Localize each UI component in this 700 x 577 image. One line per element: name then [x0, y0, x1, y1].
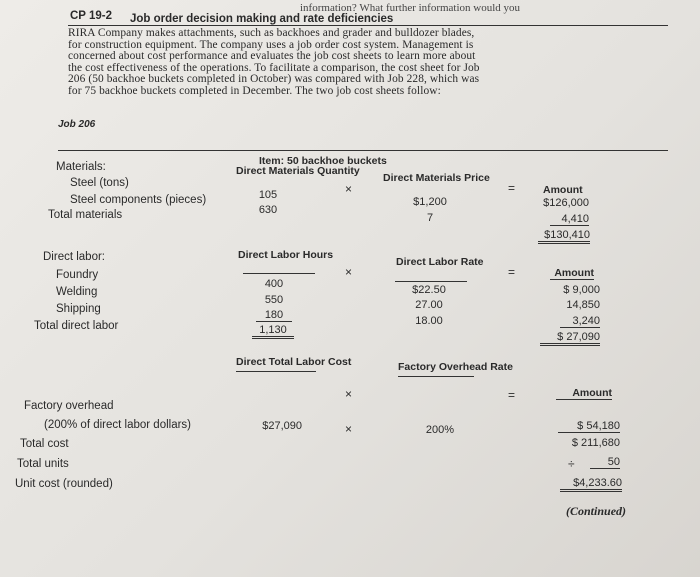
- total-cost-value: $ 211,680: [571, 437, 620, 449]
- job-label: Job 206: [58, 119, 96, 130]
- labor-amount: $ 9,000: [563, 284, 600, 296]
- materials-amount: $126,000: [543, 197, 589, 209]
- times-sign: ×: [345, 387, 353, 401]
- divide-sign: ÷: [568, 457, 575, 471]
- problem-number: CP 19-2: [70, 10, 112, 22]
- labor-rate: $22.50: [412, 284, 446, 296]
- overhead-label-detail: (200% of direct labor dollars): [44, 419, 192, 431]
- unit-cost-value: $4,233.60: [560, 477, 622, 492]
- intro-line: RIRA Company makes attachments, such as backhoes and grader and bulldozer blades,: [68, 27, 475, 39]
- unit-cost-label: Unit cost (rounded): [15, 478, 113, 490]
- labor-total-amount: $ 27,090: [540, 331, 600, 346]
- intro-line: 206 (50 backhoe buckets completed in October) was compared with Job 228, which was: [68, 73, 480, 85]
- table-top-rule: [58, 150, 668, 151]
- materials-amount: 4,410: [550, 213, 589, 226]
- labor-header-rule: [243, 273, 315, 274]
- intro-line: the cost effectiveness of the operations. To facilitate a comparison, the cost sheet for Job: [68, 61, 480, 74]
- col-header-direct-total-labor-cost: Direct Total Labor Cost: [236, 357, 316, 372]
- total-units-value: 50: [590, 456, 620, 469]
- equals-sign: =: [508, 388, 516, 402]
- overhead-rate: 200%: [425, 424, 455, 436]
- col-header-labor-hours: Direct Labor Hours: [238, 249, 334, 261]
- overhead-amount: $ 54,180: [558, 420, 620, 433]
- materials-qty: 630: [258, 204, 278, 216]
- col-header-materials-price: Direct Materials Price: [383, 172, 490, 184]
- intro-paragraph: [68, 28, 480, 97]
- labor-rate-rule: [395, 281, 467, 282]
- times-sign: ×: [345, 182, 353, 196]
- heading-rule: [68, 25, 668, 26]
- equals-sign: =: [508, 181, 516, 195]
- overhead-labor-cost: $27,090: [262, 420, 302, 432]
- intro-line: for construction equipment. The company uses a job order cost system. Management is: [68, 38, 474, 51]
- labor-total-label: Total direct labor: [34, 320, 119, 332]
- labor-row-label: Foundry: [56, 269, 99, 281]
- times-sign: ×: [345, 265, 353, 279]
- col-header-labor-rate: Direct Labor Rate: [396, 256, 484, 268]
- intro-line: concerned about cost performance and evaluates the job cost sheets to learn more about: [68, 50, 476, 62]
- intro-line: for 75 backhoe buckets completed in December. The two job cost sheets follow:: [68, 84, 441, 97]
- continued-note: (Continued): [566, 504, 627, 518]
- total-units-label: Total units: [17, 458, 69, 470]
- problem-title: Job order decision making and rate deficiencies: [130, 13, 394, 25]
- item-header: Item: 50 backhoe buckets: [259, 155, 387, 167]
- labor-total-hours: 1,130: [252, 324, 294, 339]
- labor-row-label: Shipping: [56, 303, 101, 315]
- labor-rate: 27.00: [415, 299, 443, 311]
- labor-rate: 18.00: [415, 315, 443, 327]
- overhead-label: Factory overhead: [24, 400, 114, 412]
- materials-total-label: Total materials: [48, 209, 123, 221]
- col-header-amount: Amount: [543, 184, 583, 196]
- labor-row-label: Welding: [56, 286, 98, 298]
- times-sign: ×: [345, 422, 353, 436]
- labor-amount: 14,850: [566, 299, 600, 311]
- labor-hours: 550: [264, 294, 284, 306]
- materials-row-label: Steel (tons): [70, 177, 129, 189]
- col-header-materials-quantity: Direct Materials Quantity: [236, 165, 360, 177]
- total-cost-label: Total cost: [20, 438, 69, 450]
- materials-row-label: Steel components (pieces): [70, 194, 207, 206]
- equals-sign: =: [508, 265, 516, 279]
- materials-total-amount: $130,410: [538, 229, 590, 244]
- top-partial-text: information? What further information would you: [300, 2, 521, 14]
- materials-price: $1,200: [413, 196, 447, 208]
- materials-qty: 105: [258, 189, 278, 201]
- col-header-amount: Amount: [550, 267, 594, 280]
- labor-hours: 400: [264, 278, 284, 290]
- materials-section-label: Materials:: [56, 161, 106, 173]
- labor-hours: 180: [256, 309, 292, 322]
- col-header-factory-overhead-rate: Factory Overhead Rate: [398, 362, 474, 377]
- labor-section-label: Direct labor:: [43, 251, 105, 263]
- labor-amount: 3,240: [560, 315, 600, 328]
- materials-price: 7: [426, 212, 434, 224]
- col-header-amount: Amount: [556, 387, 612, 400]
